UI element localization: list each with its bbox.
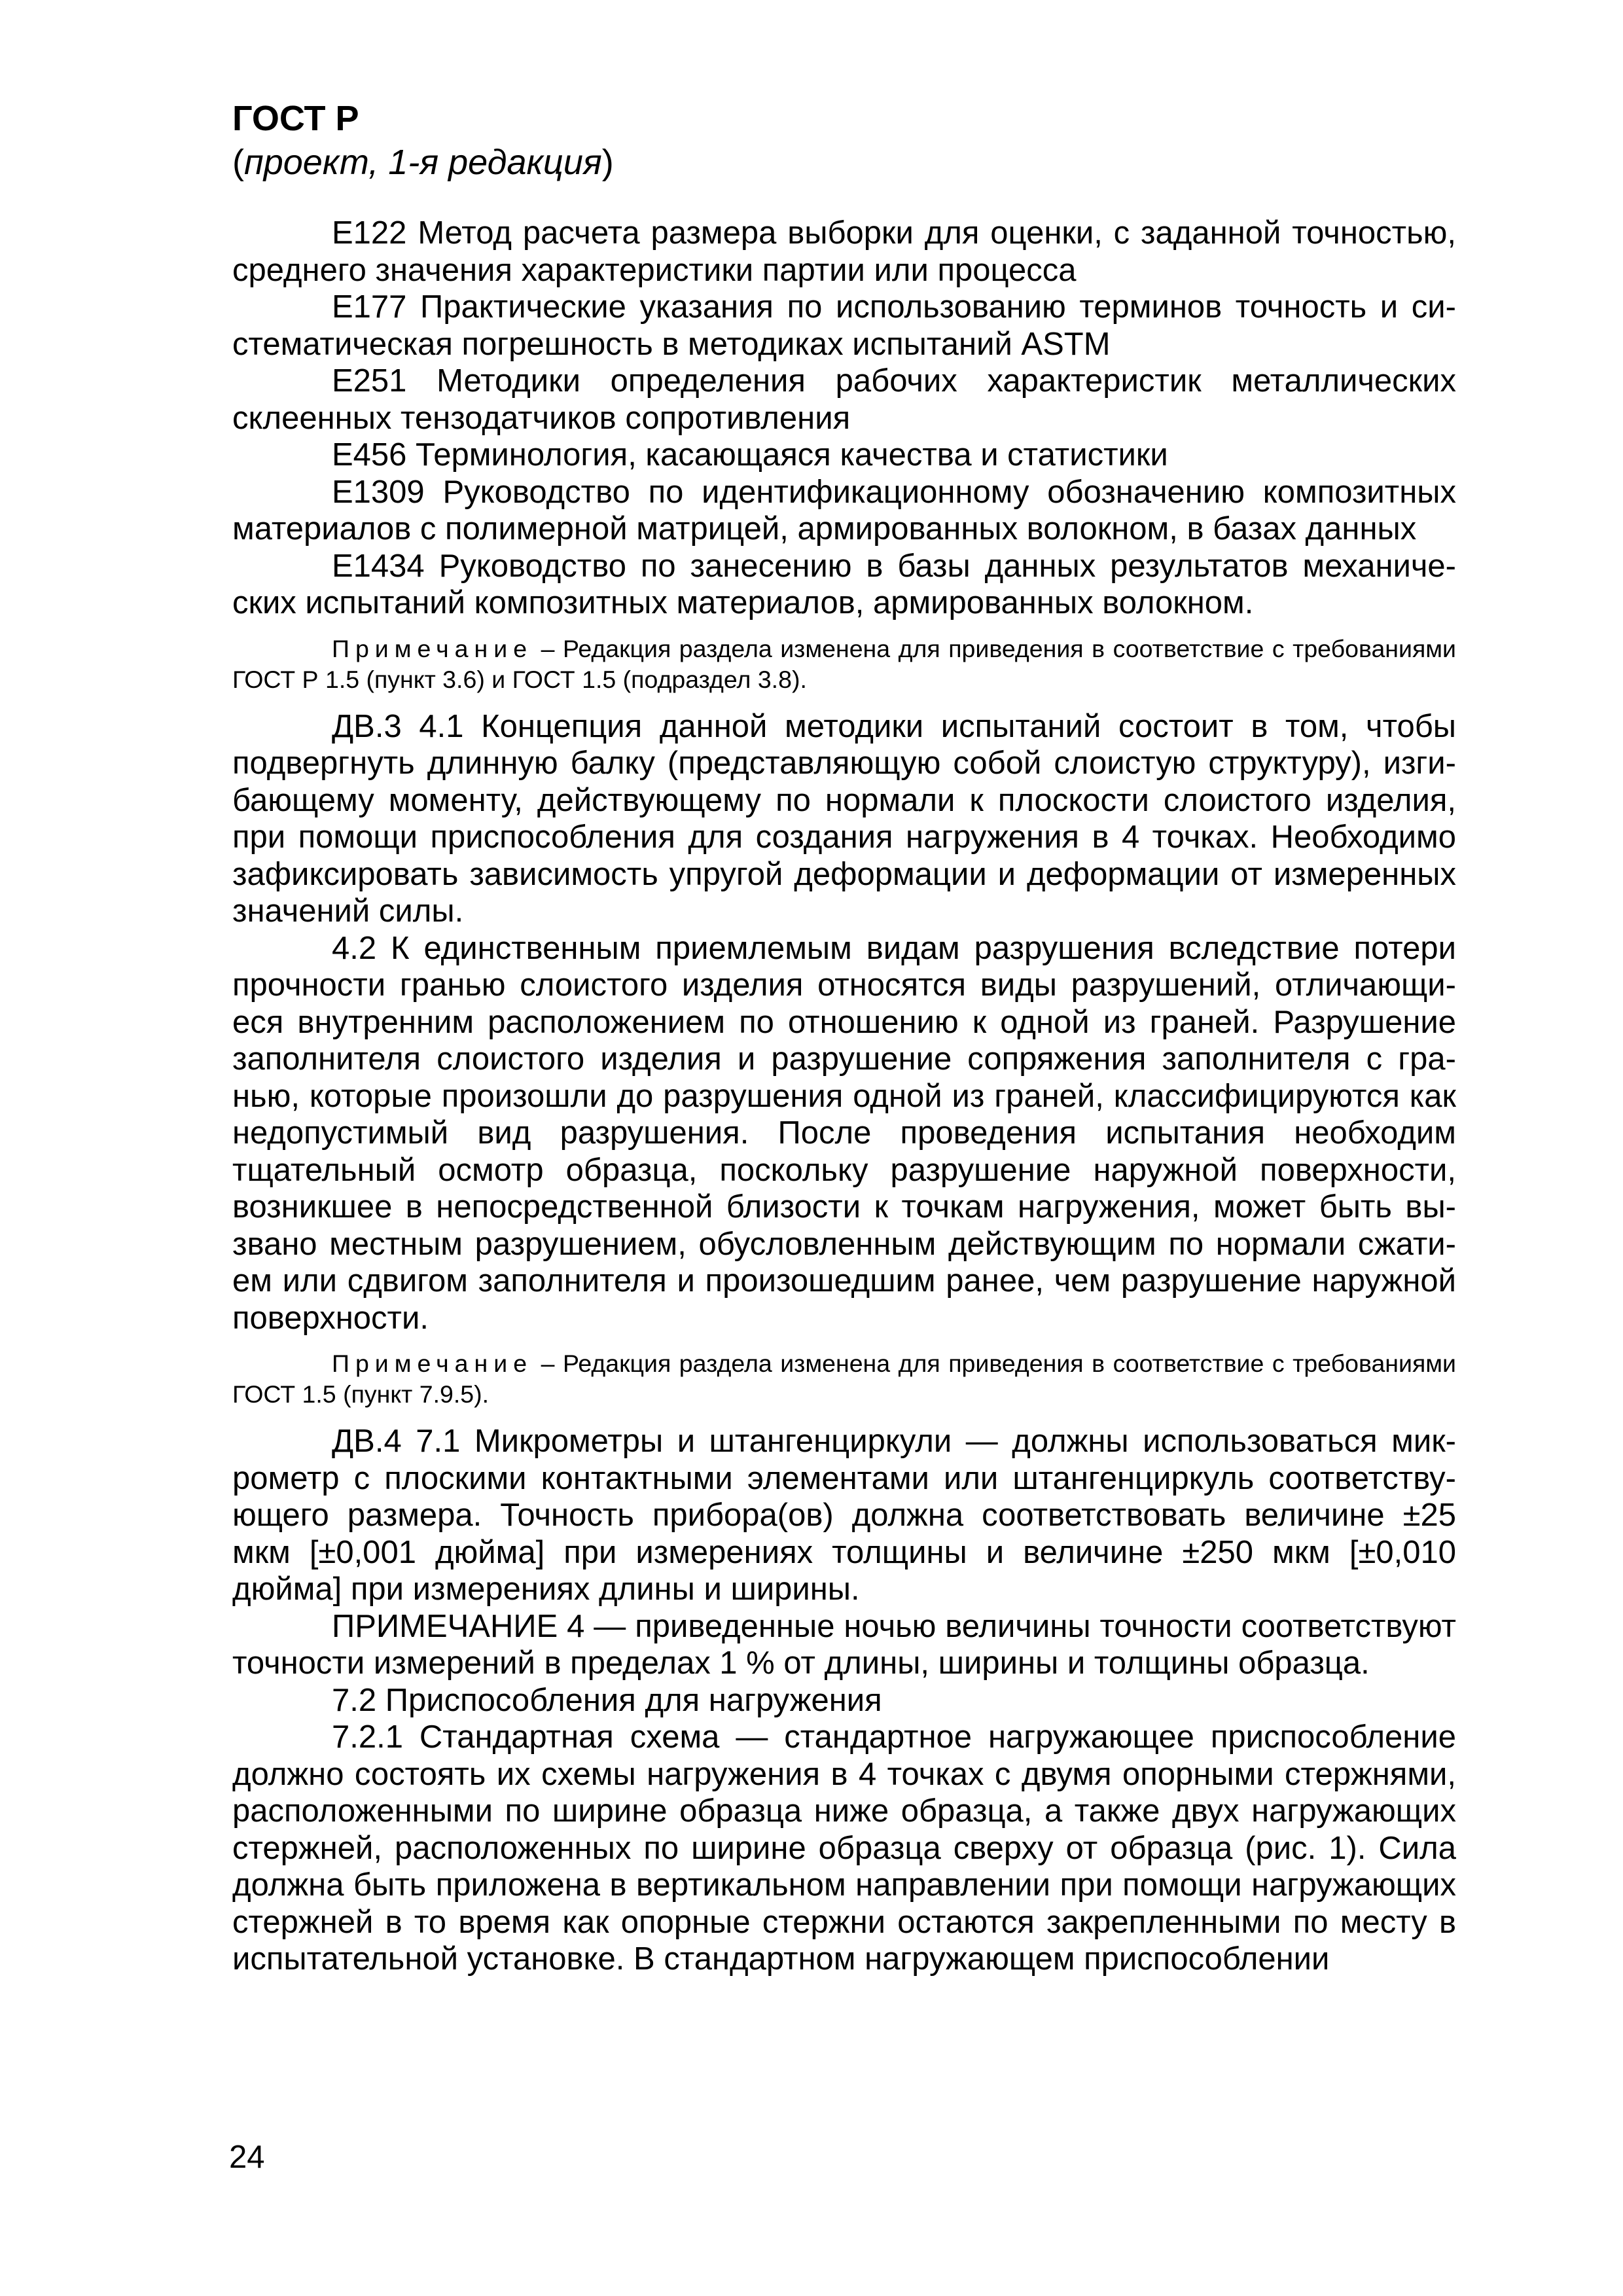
section-dv3-4-1: ДВ.3 4.1 Концепция данной методики испытаний состоит в том, чтобы подвергнуть длинную балку (представляющую собой слоистую структуру), изгибающему моменту, действующему по нормали к плоскости слоистого изделия, при помощи приспособления для создания нагружения в 4 точках. Необходимо зафиксировать зависимость упругой деформации и деформации от измеренных значений силы. bbox=[232, 708, 1456, 929]
note-4: ПРИМЕЧАНИЕ 4 — приведенные ночью величины точности соответствуют точности измерений в пределах 1 % от длины, ширины и толщины образца. bbox=[232, 1608, 1456, 1681]
section-4-2: 4.2 К единственным приемлемым видам разрушения вследствие потери прочности гранью слоистого изделия относятся виды разрушений, отличающиеся внутренним расположением по отношению к одной из граней. Разрушение заполнителя слоистого изделия и разрушение сопряжения заполнителя с гранью, которые произошли до разрушения одной из граней, классифицируются как недопустимый вид разрушения. После проведения испытания необходим тщательный осмотр образца, поскольку разрушение наружной поверхности, возникшее в непосредственной близости к точкам нагружения, может быть вызвано местным разрушением, обусловленным действующим по нормали сжатием или сдвигом заполнителя и произошедшим ранее, чем разрушение наружной поверхности. bbox=[232, 930, 1456, 1336]
reference-e1309: Е1309 Руководство по идентификационному обозначению композитных материалов с полимерной матрицей, армированных волокном, в базах данных bbox=[232, 474, 1456, 547]
document-body bbox=[232, 215, 1456, 1978]
reference-e122: Е122 Метод расчета размера выборки для оценки, с заданной точностью, среднего значения характеристики партии или процесса bbox=[232, 215, 1456, 288]
note-2-text: – Редакция раздела изменена для приведения в соответствие с требованиями ГОСТ 1.5 (пункт 7.9.5). bbox=[232, 1350, 1456, 1408]
subtitle-edition: проект, 1-я редакция bbox=[243, 143, 602, 182]
note-1-text: – Редакция раздела изменена для приведения в соответствие с требованиями ГОСТ Р 1.5 (пункт 3.6) и ГОСТ 1.5 (подраздел 3.8). bbox=[232, 634, 1456, 693]
note-label: Примечание bbox=[332, 634, 533, 662]
note-2 bbox=[232, 1348, 1456, 1410]
reference-e456: Е456 Терминология, касающаяся качества и статистики bbox=[332, 437, 1168, 473]
subtitle-close-paren: ) bbox=[601, 143, 614, 182]
document-header bbox=[232, 97, 614, 185]
section-7-2: 7.2 Приспособления для нагружения bbox=[332, 1682, 882, 1718]
section-dv4-7-1: ДВ.4 7.1 Микрометры и штангенциркули — должны использоваться микрометр с плоскими контактными элементами или штангенциркуль соответствующего размера. Точность прибора(ов) должна соответствовать величине ±25 мкм [±0,001 дюйма] при измерениях толщины и величине ±250 мкм [±0,010 дюйма] при измерениях длины и ширины. bbox=[232, 1424, 1456, 1607]
note-label: Примечание bbox=[332, 1350, 533, 1377]
document-title: ГОСТ Р bbox=[232, 99, 359, 138]
page-number: 24 bbox=[229, 2140, 265, 2175]
reference-e251: Е251 Методики определения рабочих характеристик металлических склеенных тензодатчиков сопротивления bbox=[232, 363, 1456, 436]
subtitle-open-paren: ( bbox=[232, 143, 244, 182]
reference-e1434: Е1434 Руководство по занесению в базы данных результатов механических испытаний композитных материалов, армированных волокном. bbox=[232, 548, 1456, 620]
document-subtitle bbox=[232, 140, 614, 185]
section-7-2-1: 7.2.1 Стандартная схема — стандартное нагружающее приспособление должно состоять их схемы нагружения в 4 точках с двумя опорными стержнями, расположенными по ширине образца ниже образца, а также двух нагружающих стержней, расположенных по ширине образца сверху от образца (рис. 1). Сила должна быть приложена в вертикальном направлении при помощи нагружающих стержней в то время как опорные стержни остаются закрепленными по месту в испытательной установке. В стандартном нагружающем приспособлении bbox=[232, 1719, 1456, 1977]
note-1 bbox=[232, 634, 1456, 695]
reference-e177: Е177 Практические указания по использованию терминов точность и систематическая погрешность в методиках испытаний ASTM bbox=[232, 289, 1456, 362]
